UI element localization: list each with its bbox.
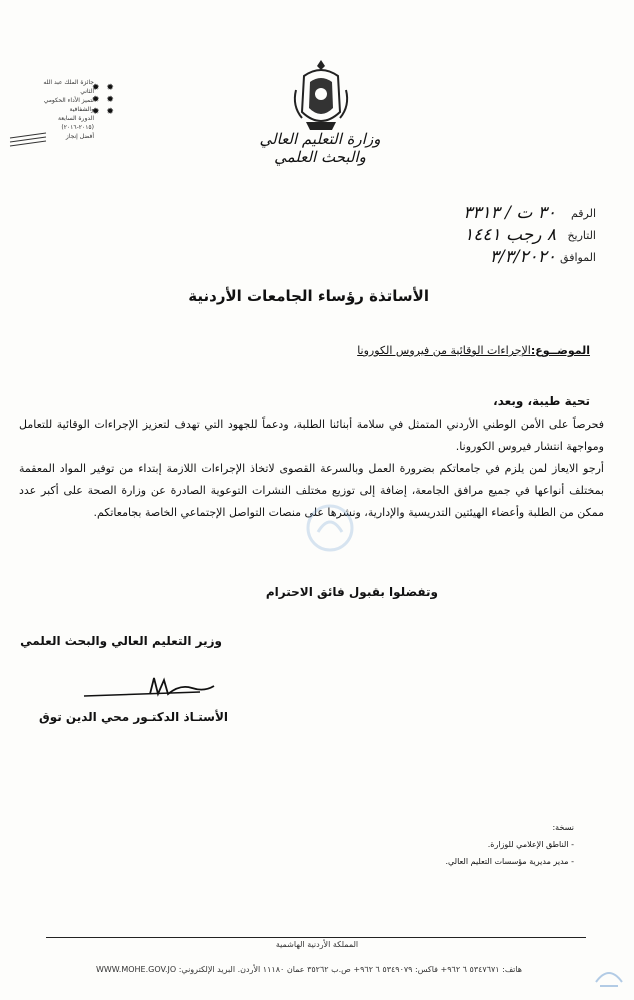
- footer-country: المملكة الأردنية الهاشمية: [275, 940, 359, 949]
- corresponding-value: ٣/٣/٢٠٢٠: [489, 247, 556, 267]
- jordan-coat-of-arms-icon: [290, 56, 352, 138]
- ministry-name: وزارة التعليم العالي والبحث العلمي: [259, 130, 381, 166]
- reference-block: [396, 202, 596, 268]
- ref-label: الرقم: [570, 206, 596, 220]
- footer-divider: [46, 937, 586, 938]
- footer-contact: هاتف: ٥٣٤٧٦٧١ ٦ ٩٦٢+ فاكس: ٥٣٤٩٠٧٩ ٦ ٩٦٢+ ص.ب ٣٥٢٦٢ عمان ١١١٨٠ الأردن. البريد الإلكتروني: WWW.MOHE.GOV.JO: [95, 965, 522, 974]
- addressee: الأساتذة رؤساء الجامعات الأردنية: [188, 287, 429, 305]
- date-label: التاريخ: [567, 228, 596, 242]
- list-item: - مدير مديرية مؤسسات التعليم العالي.: [445, 857, 574, 866]
- minister-name: الأستـاذ الدكتـور محي الدين توق: [38, 710, 228, 724]
- date-value: ٨ رجب ١٤٤١: [464, 225, 556, 245]
- star-icon: ✹ ✹ ✹ ✹ ✹ ✹: [92, 83, 116, 117]
- signature-icon: [80, 670, 230, 710]
- copies-list: [374, 819, 574, 870]
- ref-row: [396, 202, 596, 224]
- subject-line: [357, 344, 590, 357]
- stamp-icon: [592, 960, 626, 990]
- greeting: تحية طيبة، وبعد،: [493, 394, 590, 408]
- subject-label: الموضــوع:: [530, 344, 590, 357]
- date-row: [396, 224, 596, 246]
- award-text: جائزة الملك عبد الله الثاني لتميز الأداء الحكومي والشفافية الدورة السابعة (٢٠١٥-٢٠١٦) أفضل إنجاز: [43, 79, 94, 140]
- copies-label: نسخة:: [552, 823, 574, 832]
- closing: وتفضلوا بقبول فائق الاحترام: [265, 585, 438, 599]
- corresponding-label: الموافق: [560, 250, 596, 264]
- watermark-icon: [300, 498, 360, 558]
- ref-value: ٣٠ ت / ٣٣١٣: [463, 203, 556, 223]
- minister-title: وزير التعليم العالي والبحث العلمي: [20, 634, 222, 648]
- list-item: - الناطق الإعلامي للوزارة.: [487, 840, 574, 849]
- corresponding-row: [396, 246, 596, 268]
- paragraph-2: أرجو الايعاز لمن يلزم في جامعاتكم بضرورة العمل وبالسرعة القصوى لاتخاذ الإجراءات اللازمة إبتداء من توفير المواد المعقمة بمختلف أنواعها في جميع مرافق الجامعة، إضافة إلى توزيع مختلف النشرات التوعوية الصادرة عن وزارة الصحة على أكبر عدد ممكن من الطلبة وأعضاء الهيئتين التدريسية والإدارية، ونشرها على منصات التواصل الإجتماعي الخاصة بجامعاتكم.: [19, 462, 604, 519]
- subject-value: الإجراءات الوقائية من فيروس الكورونا: [357, 344, 531, 357]
- paragraph-1: فحرصاً على الأمن الوطني الأردني المتمثل في سلامة أبنائنا الطلبة، ودعماً للجهود التي تهدف لتعزيز الإجراءات الوقائية للتعامل ومواجهة انتشار فيروس الكورونا.: [19, 418, 604, 453]
- award-lines-icon: [8, 130, 48, 150]
